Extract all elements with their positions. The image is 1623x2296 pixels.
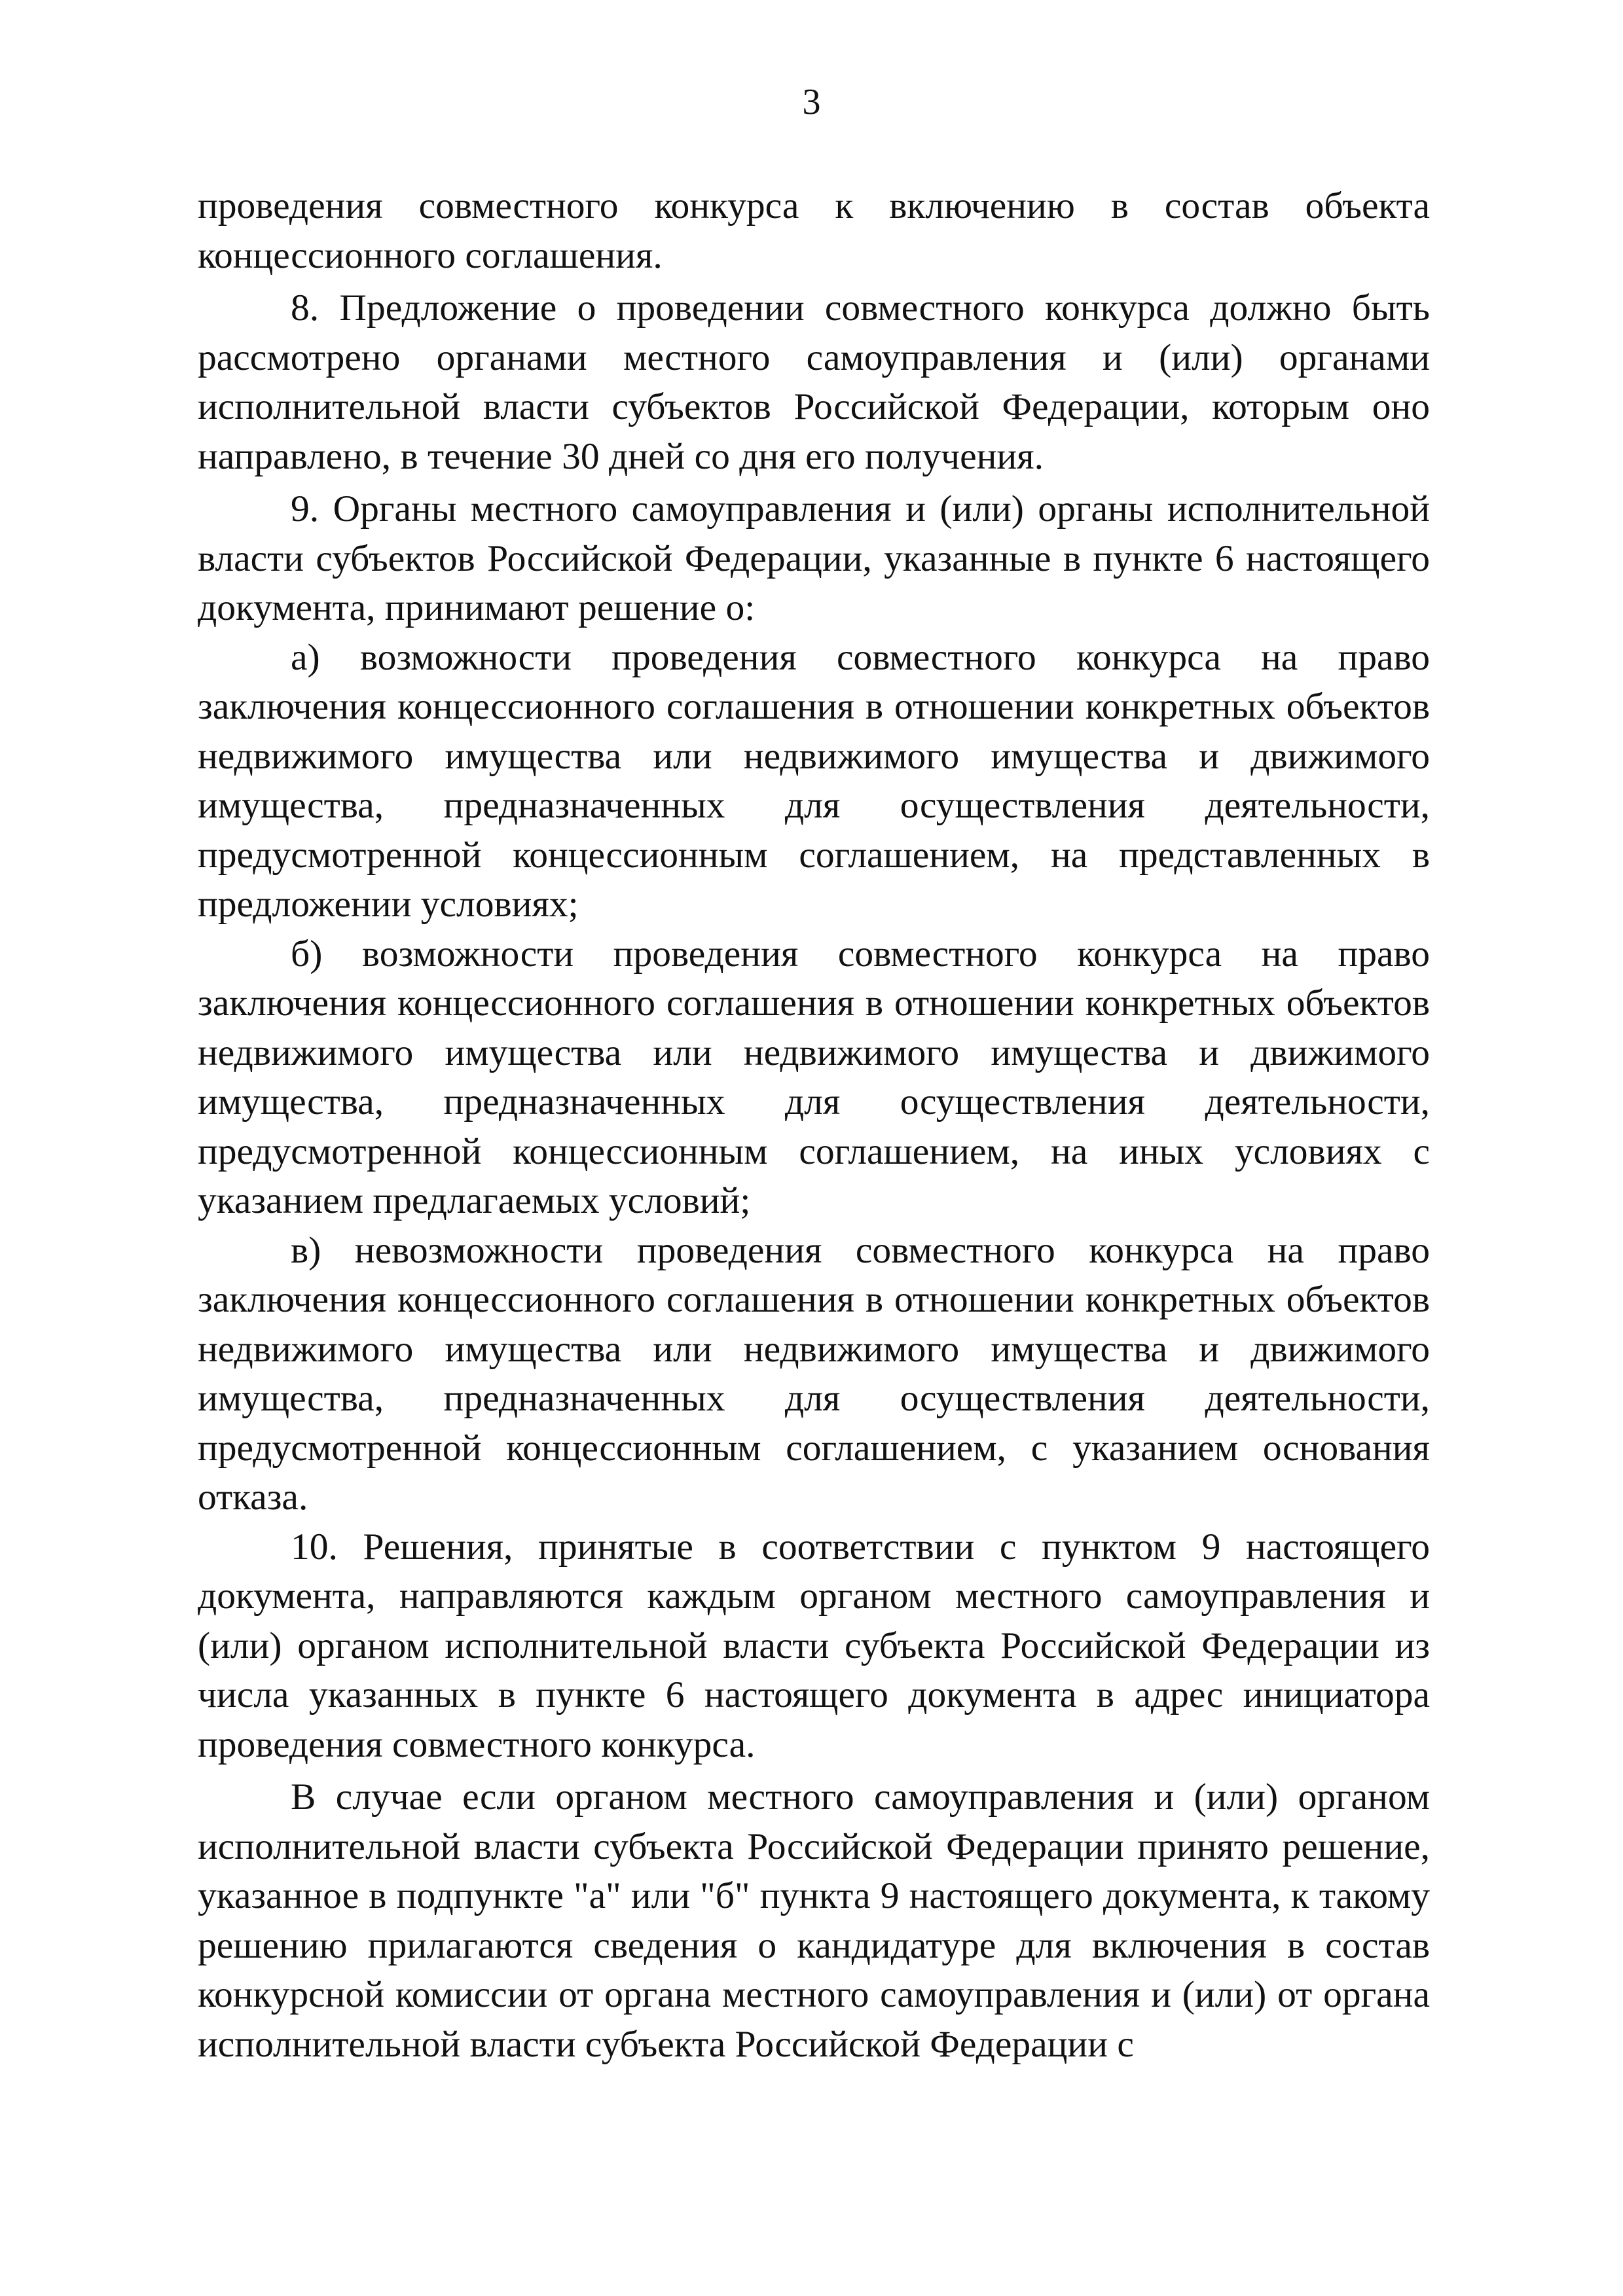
subparagraph-a: а) возможности проведения совместного конкурса на право заключения концессионного соглашения в отношении конкретных объектов недвижимого имущества или недвижимого имущества и движимого имущества, предназначенных для осуществления деятельности, предусмотренной концессионным соглашением, на представленных в предложении условиях;: [198, 636, 1430, 925]
paragraph-item-10-continuation: В случае если органом местного самоуправления и (или) органом исполнительной власти субъекта Российской Федерации принято решение, указанное в подпункте "а" или "б" пункта 9 настоящего документа, к такому решению прилагаются сведения о кандидатуре для включения в состав конкурсной комиссии от органа местного самоуправления и (или) от органа исполнительной власти субъекта Российской Федерации с: [198, 1776, 1430, 2065]
subparagraph-v: в) невозможности проведения совместного конкурса на право заключения концессионного соглашения в отношении конкретных объектов недвижимого имущества или недвижимого имущества и движимого имущества, предназначенных для осуществления деятельности, предусмотренной концессионным соглашением, с указанием основания отказа.: [198, 1229, 1430, 1518]
page-number: 3: [802, 82, 821, 122]
document-body: [198, 181, 1430, 2069]
paragraph-item-9: 9. Органы местного самоуправления и (или) органы исполнительной власти субъектов Российской Федерации, указанные в пункте 6 настоящего документа, принимают решение о:: [198, 488, 1430, 628]
paragraph-item-10: 10. Решения, принятые в соответствии с пунктом 9 настоящего документа, направляются каждым органом местного самоуправления и (или) органом исполнительной власти субъекта Российской Федерации из числа указанных в пункте 6 настоящего документа в адрес инициатора проведения совместного конкурса.: [198, 1526, 1430, 1765]
paragraph-item-8: 8. Предложение о проведении совместного конкурса должно быть рассмотрено органами местного самоуправления и (или) органами исполнительной власти субъектов Российской Федерации, которым оно направлено, в течение 30 дней со дня его получения.: [198, 287, 1430, 477]
paragraph-continuation: проведения совместного конкурса к включению в состав объекта концессионного соглашения.: [198, 185, 1430, 276]
subparagraph-b: б) возможности проведения совместного конкурса на право заключения концессионного соглашения в отношении конкретных объектов недвижимого имущества или недвижимого имущества и движимого имущества, предназначенных для осуществления деятельности, предусмотренной концессионным соглашением, на иных условиях с указанием предлагаемых условий;: [198, 933, 1430, 1221]
